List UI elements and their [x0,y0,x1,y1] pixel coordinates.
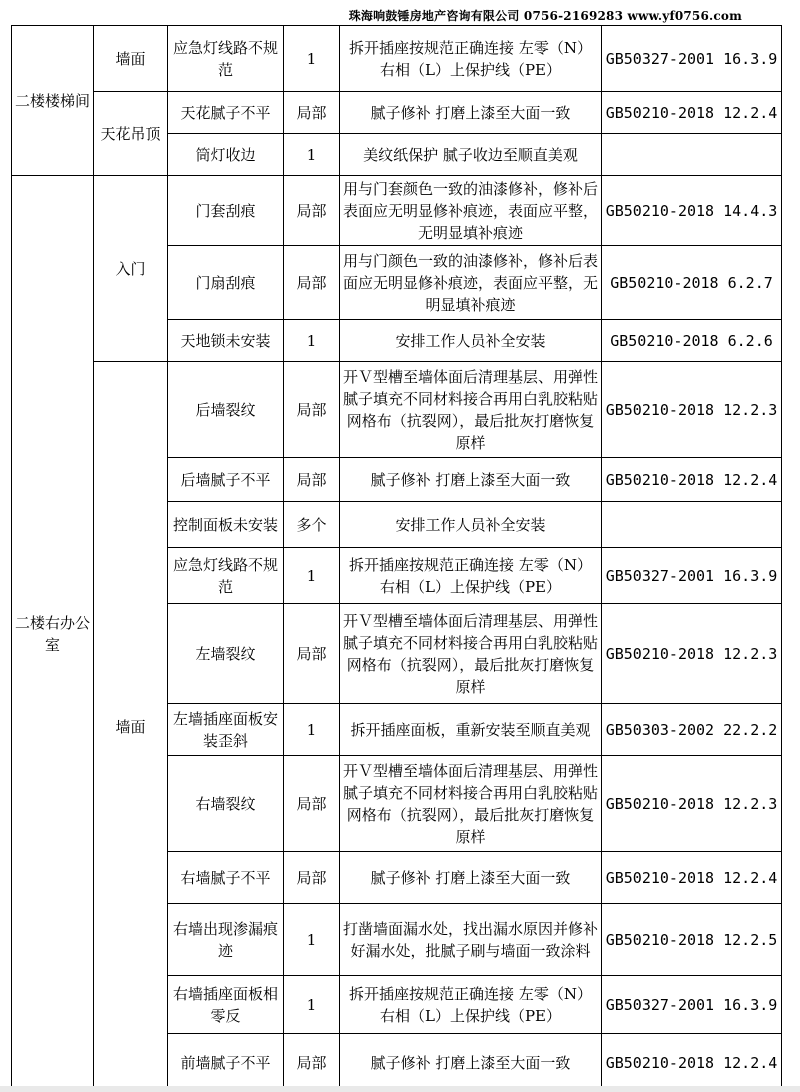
issue-cell: 右墙腻子不平 [168,852,284,904]
fix-method-cell: 拆开插座按规范正确连接 左零（N）右相（L）上保护线（PE） [340,548,602,604]
page-header [0,0,800,26]
location-cell: 二楼右办公室 [12,176,94,1092]
standard-cell: GB50210-2018 12.2.3 [602,362,782,458]
issue-cell: 应急灯线路不规范 [168,548,284,604]
standard-cell [602,134,782,176]
fix-method-cell: 开Ｖ型槽至墙体面后清理基层、用弹性腻子填充不同材料接合再用白乳胶粘贴网格布（抗裂网），最后批灰打磨恢复原样 [340,362,602,458]
fix-method-cell: 美纹纸保护 腻子收边至顺直美观 [340,134,602,176]
fix-method-cell: 用与门套颜色一致的油漆修补，修补后表面应无明显修补痕迹，表面应平整，无明显填补痕迹 [340,176,602,246]
issue-cell: 天地锁未安装 [168,320,284,362]
issue-cell: 右墙插座面板相零反 [168,976,284,1034]
inspection-table [11,25,782,1092]
fix-method-cell: 开Ｖ型槽至墙体面后清理基层、用弹性腻子填充不同材料接合再用白乳胶粘贴网格布（抗裂网），最后批灰打磨恢复原样 [340,604,602,704]
quantity-cell: 1 [284,320,340,362]
fix-method-cell: 腻子修补 打磨上漆至大面一致 [340,458,602,502]
standard-cell [602,502,782,548]
standard-cell: GB50210-2018 6.2.6 [602,320,782,362]
issue-cell: 右墙出现渗漏痕迹 [168,904,284,976]
issue-cell: 应急灯线路不规范 [168,26,284,92]
quantity-cell: 局部 [284,604,340,704]
standard-cell: GB50210-2018 12.2.3 [602,604,782,704]
issue-cell: 右墙裂纹 [168,756,284,852]
quantity-cell: 局部 [284,362,340,458]
standard-cell: GB50210-2018 12.2.3 [602,756,782,852]
quantity-cell: 1 [284,26,340,92]
quantity-cell: 1 [284,904,340,976]
fix-method-cell: 开Ｖ型槽至墙体面后清理基层、用弹性腻子填充不同材料接合再用白乳胶粘贴网格布（抗裂网），最后批灰打磨恢复原样 [340,756,602,852]
standard-cell: GB50210-2018 12.2.4 [602,458,782,502]
part-cell: 墙面 [94,26,168,92]
table-row [12,176,782,246]
issue-cell: 后墙腻子不平 [168,458,284,502]
standard-cell: GB50210-2018 12.2.5 [602,904,782,976]
part-cell: 入门 [94,176,168,362]
table-row [12,26,782,92]
fix-method-cell: 用与门颜色一致的油漆修补，修补后表面应无明显修补痕迹，表面应平整，无明显填补痕迹 [340,246,602,320]
standard-cell: GB50303-2002 22.2.2 [602,704,782,756]
issue-cell: 筒灯收边 [168,134,284,176]
fix-method-cell: 腻子修补 打磨上漆至大面一致 [340,1034,602,1092]
quantity-cell: 1 [284,548,340,604]
fix-method-cell: 拆开插座面板，重新安装至顺直美观 [340,704,602,756]
quantity-cell: 局部 [284,458,340,502]
quantity-cell: 局部 [284,1034,340,1092]
page-bottom-edge [0,1086,800,1092]
issue-cell: 门套刮痕 [168,176,284,246]
table-row [12,92,782,134]
quantity-cell: 1 [284,976,340,1034]
fix-method-cell: 打凿墙面漏水处，找出漏水原因并修补好漏水处，批腻子刷与墙面一致涂料 [340,904,602,976]
part-cell: 天花吊顶 [94,92,168,176]
quantity-cell: 局部 [284,176,340,246]
fix-method-cell: 拆开插座按规范正确连接 左零（N）右相（L）上保护线（PE） [340,26,602,92]
issue-cell: 后墙裂纹 [168,362,284,458]
standard-cell: GB50210-2018 12.2.4 [602,852,782,904]
standard-cell: GB50327-2001 16.3.9 [602,976,782,1034]
standard-cell: GB50327-2001 16.3.9 [602,548,782,604]
location-cell: 二楼楼梯间 [12,26,94,176]
table-row [12,362,782,458]
fix-method-cell: 安排工作人员补全安装 [340,502,602,548]
quantity-cell: 局部 [284,852,340,904]
standard-cell: GB50210-2018 14.4.3 [602,176,782,246]
fix-method-cell: 腻子修补 打磨上漆至大面一致 [340,852,602,904]
quantity-cell: 局部 [284,246,340,320]
quantity-cell: 局部 [284,92,340,134]
issue-cell: 左墙插座面板安装歪斜 [168,704,284,756]
issue-cell: 左墙裂纹 [168,604,284,704]
issue-cell: 门扇刮痕 [168,246,284,320]
standard-cell: GB50210-2018 12.2.4 [602,1034,782,1092]
fix-method-cell: 腻子修补 打磨上漆至大面一致 [340,92,602,134]
standard-cell: GB50210-2018 6.2.7 [602,246,782,320]
issue-cell: 天花腻子不平 [168,92,284,134]
issue-cell: 前墙腻子不平 [168,1034,284,1092]
issue-cell: 控制面板未安装 [168,502,284,548]
quantity-cell: 1 [284,134,340,176]
standard-cell: GB50327-2001 16.3.9 [602,26,782,92]
company-contact-line: 珠海响鼓锤房地产咨询有限公司 0756-2169283 www.yf0756.com [348,9,742,23]
part-cell: 墙面 [94,362,168,1092]
fix-method-cell: 拆开插座按规范正确连接 左零（N）右相（L）上保护线（PE） [340,976,602,1034]
quantity-cell: 多个 [284,502,340,548]
standard-cell: GB50210-2018 12.2.4 [602,92,782,134]
fix-method-cell: 安排工作人员补全安装 [340,320,602,362]
quantity-cell: 1 [284,704,340,756]
quantity-cell: 局部 [284,756,340,852]
